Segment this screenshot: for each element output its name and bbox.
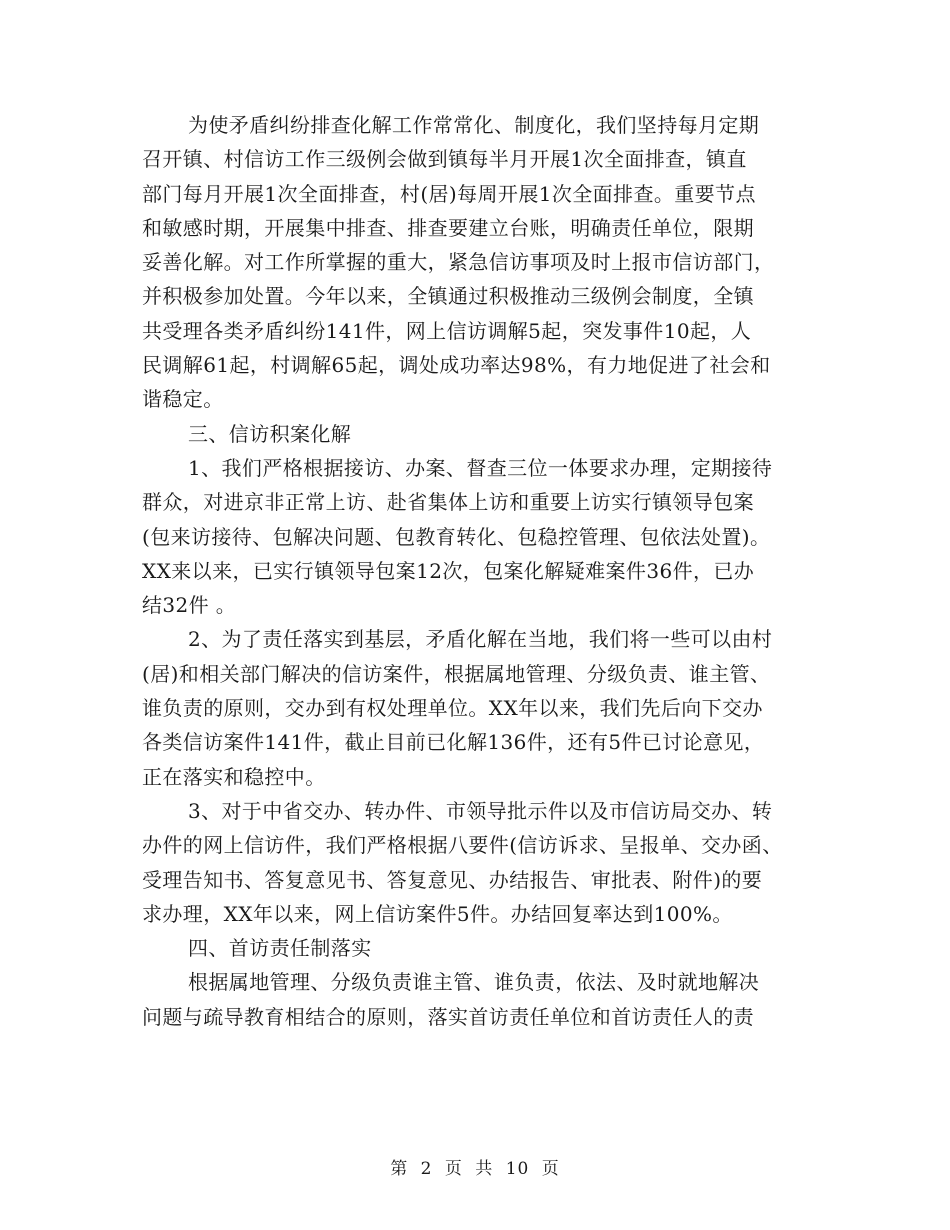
text-line: 群众，对进京非正常上访、赴省集体上访和重要上访实行镇领导包案 <box>142 490 754 515</box>
text-line: 受理告知书、答复意见书、答复意见、办结报告、审批表、附件)的要 <box>142 867 763 892</box>
document-body <box>142 108 822 1034</box>
text-line: 根据属地管理、分级负责谁主管、谁负责，依法、及时就地解决 <box>188 970 760 995</box>
text-line: 谐稳定。 <box>142 387 224 412</box>
text-line: 召开镇、村信访工作三级例会做到镇每半月开展1次全面排查，镇直 <box>142 147 747 172</box>
text-line: 问题与疏导教育相结合的原则，落实首访责任单位和首访责任人的责 <box>142 1004 754 1029</box>
text-line: 2、为了责任落实到基层，矛盾化解在当地，我们将一些可以由村 <box>188 627 773 652</box>
text-line: 谁负责的原则，交办到有权处理单位。XX年以来，我们先后向下交办 <box>142 696 763 721</box>
text-line: (居)和相关部门解决的信访案件，根据属地管理、分级负责、谁主管、 <box>142 661 771 686</box>
text-line: 四、首访责任制落实 <box>188 936 372 961</box>
text-line: 和敏感时期，开展集中排查、排查要建立台账，明确责任单位，限期 <box>142 215 754 240</box>
text-line: 妥善化解。对工作所掌握的重大，紧急信访事项及时上报市信访部门， <box>142 250 775 275</box>
text-line: 求办理，XX年以来，网上信访案件5件。办结回复率达到100%。 <box>142 901 733 926</box>
page-footer: 第 2 页 共 10 页 <box>390 1159 560 1179</box>
text-line: 3、对于中省交办、转办件、市领导批示件以及市信访局交办、转 <box>188 798 773 823</box>
text-line: 民调解61起，村调解65起，调处成功率达98%，有力地促进了社会和 <box>142 353 771 378</box>
text-line: 共受理各类矛盾纠纷141件，网上信访调解5起，突发事件10起，人 <box>142 318 752 343</box>
text-line: 1、我们严格根据接访、办案、督查三位一体要求办理，定期接待 <box>188 455 773 480</box>
text-line: 为使矛盾纠纷排查化解工作常常化、制度化，我们坚持每月定期 <box>188 113 760 137</box>
text-line: (包来访接待、包解决问题、包教育转化、包稳控管理、包依法处置)。 <box>142 524 771 549</box>
text-line: 各类信访案件141件，截止目前已化解136件，还有5件已讨论意见， <box>142 730 765 755</box>
text-line: 结32件 。 <box>142 593 237 618</box>
text-line: 办件的网上信访件，我们严格根据八要件(信访诉求、呈报单、交办函、 <box>142 833 783 858</box>
text-line: 三、信访积案化解 <box>188 421 352 446</box>
text-line: 正在落实和稳控中。 <box>142 764 326 789</box>
text-line: 并积极参加处置。今年以来，全镇通过积极推动三级例会制度，全镇 <box>142 284 754 309</box>
text-line: XX来以来，已实行镇领导包案12次，包案化解疑难案件36件，已办 <box>142 558 755 583</box>
text-line: 部门每月开展1次全面排查，村(居)每周开展1次全面排查。重要节点 <box>142 181 756 206</box>
